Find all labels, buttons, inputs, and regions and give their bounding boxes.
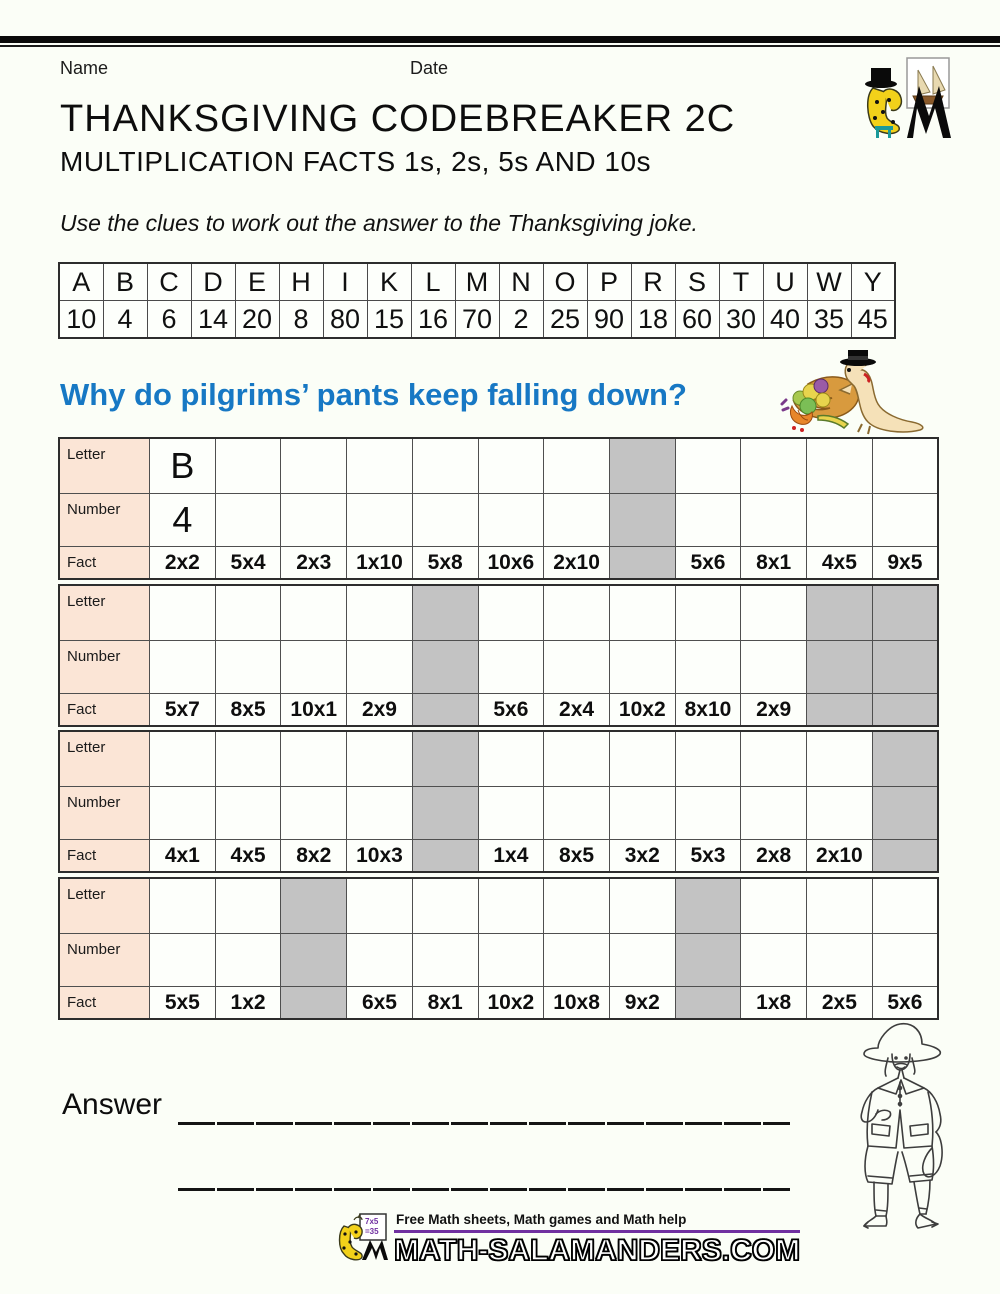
- letter-code-table: [58, 262, 896, 339]
- letter-cell: [281, 438, 347, 494]
- row-header-fact: Fact: [59, 840, 150, 873]
- fact-cell: 5x6: [478, 694, 544, 727]
- letter-cell: [281, 585, 347, 641]
- code-letter-cell: K: [367, 263, 411, 301]
- code-letter-cell: A: [59, 263, 103, 301]
- letter-cell-row: [59, 585, 938, 641]
- letter-cell: [347, 731, 413, 787]
- letter-cell: [478, 438, 544, 494]
- fact-cell: 10x2: [609, 694, 675, 727]
- letter-cell: [544, 878, 610, 934]
- row-header-letter: Letter: [59, 585, 150, 641]
- number-cell: [347, 494, 413, 547]
- fact-cell: 10x8: [544, 987, 610, 1020]
- pilgrim-line-art: [848, 1014, 973, 1237]
- fact-cell-row: [59, 547, 938, 580]
- fact-cell: 8x1: [412, 987, 478, 1020]
- number-cell: [675, 641, 741, 694]
- fact-cell: 9x5: [872, 547, 938, 580]
- letter-cell: [544, 585, 610, 641]
- number-cell-row: [59, 494, 938, 547]
- code-letter-cell: C: [147, 263, 191, 301]
- letter-cell-row: [59, 878, 938, 934]
- blocked-cell: [675, 987, 741, 1020]
- code-letter-cell: E: [235, 263, 279, 301]
- letter-cell-row: [59, 438, 938, 494]
- blocked-cell: [609, 547, 675, 580]
- code-value-cell: 8: [279, 301, 323, 339]
- code-letter-cell: L: [411, 263, 455, 301]
- letter-cell: [478, 585, 544, 641]
- number-cell: [807, 934, 873, 987]
- number-cell: [872, 494, 938, 547]
- fact-cell: 5x7: [150, 694, 216, 727]
- letter-cell: [609, 731, 675, 787]
- fact-cell: 4x1: [150, 840, 216, 873]
- row-header-fact: Fact: [59, 987, 150, 1020]
- fact-cell: 5x6: [675, 547, 741, 580]
- fact-cell: 1x10: [347, 547, 413, 580]
- fact-cell: 5x3: [675, 840, 741, 873]
- number-cell: 4: [150, 494, 216, 547]
- footer-wordmark: MATH-SALAMANDERS.COM: [394, 1234, 801, 1267]
- code-value-cell: 4: [103, 301, 147, 339]
- letter-cell: [347, 585, 413, 641]
- number-cell: [741, 494, 807, 547]
- letter-cell: [347, 878, 413, 934]
- number-cell: [215, 494, 281, 547]
- number-cell: [281, 641, 347, 694]
- number-cell: [609, 787, 675, 840]
- row-header-letter: Letter: [59, 731, 150, 787]
- clue-grid-4: [58, 877, 939, 1020]
- code-letters-row: [59, 263, 895, 301]
- row-header-number: Number: [59, 641, 150, 694]
- joke-question: Why do pilgrims’ pants keep falling down?: [60, 377, 687, 412]
- code-value-cell: 70: [455, 301, 499, 339]
- letter-cell: [741, 438, 807, 494]
- fact-cell: 10x2: [478, 987, 544, 1020]
- number-cell: [215, 641, 281, 694]
- blocked-cell: [872, 840, 938, 873]
- letter-cell: [741, 585, 807, 641]
- number-cell: [544, 787, 610, 840]
- letter-cell: [215, 438, 281, 494]
- code-value-cell: 14: [191, 301, 235, 339]
- letter-cell: [478, 731, 544, 787]
- answer-blank-line-1: [178, 1122, 790, 1125]
- fact-cell: 6x5: [347, 987, 413, 1020]
- letter-cell: [150, 585, 216, 641]
- row-header-letter: Letter: [59, 438, 150, 494]
- number-cell: [741, 641, 807, 694]
- blocked-cell: [807, 641, 873, 694]
- code-value-cell: 10: [59, 301, 103, 339]
- site-logo-icon: [855, 52, 955, 149]
- code-value-cell: 40: [763, 301, 807, 339]
- fact-cell: 10x3: [347, 840, 413, 873]
- letter-cell: [150, 878, 216, 934]
- code-letter-cell: D: [191, 263, 235, 301]
- clue-grid-2: [58, 584, 939, 727]
- code-value-cell: 25: [543, 301, 587, 339]
- number-cell: [215, 934, 281, 987]
- number-cell: [741, 934, 807, 987]
- letter-cell: [412, 878, 478, 934]
- number-cell: [807, 494, 873, 547]
- row-header-number: Number: [59, 494, 150, 547]
- blocked-cell: [609, 438, 675, 494]
- footer-brand: [332, 1210, 800, 1268]
- code-letter-cell: U: [763, 263, 807, 301]
- fact-cell: 2x10: [544, 547, 610, 580]
- number-cell-row: [59, 641, 938, 694]
- code-value-cell: 35: [807, 301, 851, 339]
- number-cell: [741, 787, 807, 840]
- number-cell: [609, 641, 675, 694]
- date-label: Date: [410, 58, 449, 78]
- letter-cell: [478, 878, 544, 934]
- code-value-cell: 90: [587, 301, 631, 339]
- number-cell: [150, 641, 216, 694]
- blocked-cell: [807, 585, 873, 641]
- number-cell: [347, 934, 413, 987]
- row-header-fact: Fact: [59, 694, 150, 727]
- code-letter-cell: N: [499, 263, 543, 301]
- fact-cell: 2x9: [741, 694, 807, 727]
- blocked-cell: [872, 787, 938, 840]
- fact-cell: 8x1: [741, 547, 807, 580]
- letter-cell: [412, 438, 478, 494]
- letter-cell: B: [150, 438, 216, 494]
- fact-cell: 5x8: [412, 547, 478, 580]
- row-header-letter: Letter: [59, 878, 150, 934]
- number-cell: [544, 934, 610, 987]
- fact-cell: 3x2: [609, 840, 675, 873]
- number-cell: [281, 787, 347, 840]
- letter-cell: [741, 878, 807, 934]
- clue-grid-3: [58, 730, 939, 873]
- letter-cell: [609, 585, 675, 641]
- number-cell-row: [59, 787, 938, 840]
- blocked-cell: [872, 731, 938, 787]
- number-cell: [347, 641, 413, 694]
- letter-cell: [675, 731, 741, 787]
- code-value-cell: 18: [631, 301, 675, 339]
- letter-cell: [675, 438, 741, 494]
- fact-cell: 2x5: [807, 987, 873, 1020]
- row-header-fact: Fact: [59, 547, 150, 580]
- code-value-cell: 45: [851, 301, 895, 339]
- fact-cell: 5x4: [215, 547, 281, 580]
- top-divider: [0, 36, 1000, 47]
- answer-label: Answer: [62, 1088, 163, 1121]
- page-subtitle: MULTIPLICATION FACTS 1s, 2s, 5s AND 10s: [60, 146, 652, 177]
- number-cell-row: [59, 934, 938, 987]
- letter-cell: [281, 731, 347, 787]
- letter-cell: [675, 585, 741, 641]
- fact-cell: 5x5: [150, 987, 216, 1020]
- fact-cell: 2x8: [741, 840, 807, 873]
- salamander-whiteboard-logo: [332, 1210, 390, 1266]
- instruction-text: Use the clues to work out the answer to the Thanksgiving joke.: [60, 210, 698, 236]
- code-letter-cell: T: [719, 263, 763, 301]
- letter-cell: [215, 731, 281, 787]
- code-value-cell: 30: [719, 301, 763, 339]
- code-value-cell: 6: [147, 301, 191, 339]
- blocked-cell: [412, 731, 478, 787]
- fact-cell: 1x4: [478, 840, 544, 873]
- fact-cell: 8x5: [544, 840, 610, 873]
- fact-cell: 9x2: [609, 987, 675, 1020]
- blocked-cell: [872, 585, 938, 641]
- letter-cell: [215, 878, 281, 934]
- svg-text:=35: =35: [365, 1227, 379, 1236]
- code-values-row: [59, 301, 895, 339]
- fact-cell: 10x6: [478, 547, 544, 580]
- blocked-cell: [872, 694, 938, 727]
- number-cell: [412, 494, 478, 547]
- code-letter-cell: Y: [851, 263, 895, 301]
- number-cell: [478, 787, 544, 840]
- number-cell: [281, 494, 347, 547]
- clue-grid-1: [58, 437, 939, 580]
- blocked-cell: [281, 934, 347, 987]
- letter-cell: [807, 878, 873, 934]
- code-letter-cell: S: [675, 263, 719, 301]
- blocked-cell: [412, 787, 478, 840]
- blocked-cell: [412, 694, 478, 727]
- fact-cell: 1x2: [215, 987, 281, 1020]
- code-letter-cell: O: [543, 263, 587, 301]
- number-cell: [807, 787, 873, 840]
- footer-tagline: Free Math sheets, Math games and Math help: [394, 1210, 800, 1233]
- number-cell: [150, 934, 216, 987]
- blocked-cell: [675, 878, 741, 934]
- row-header-number: Number: [59, 787, 150, 840]
- fact-cell: 2x4: [544, 694, 610, 727]
- code-value-cell: 60: [675, 301, 719, 339]
- code-letter-cell: W: [807, 263, 851, 301]
- letter-cell: [215, 585, 281, 641]
- number-cell: [544, 494, 610, 547]
- turkey-cornucopia-icon: [778, 350, 928, 441]
- letter-cell: [872, 438, 938, 494]
- number-cell: [609, 934, 675, 987]
- page-title: THANKSGIVING CODEBREAKER 2C: [60, 98, 736, 140]
- letter-cell: [807, 438, 873, 494]
- name-label: Name: [60, 58, 109, 78]
- letter-cell: [347, 438, 413, 494]
- code-value-cell: 15: [367, 301, 411, 339]
- fact-cell: 2x3: [281, 547, 347, 580]
- blocked-cell: [412, 585, 478, 641]
- number-cell: [150, 787, 216, 840]
- blocked-cell: [872, 641, 938, 694]
- letter-cell: [741, 731, 807, 787]
- number-cell: [478, 641, 544, 694]
- blocked-cell: [675, 934, 741, 987]
- code-letter-cell: R: [631, 263, 675, 301]
- number-cell: [215, 787, 281, 840]
- code-letter-cell: H: [279, 263, 323, 301]
- number-cell: [675, 787, 741, 840]
- code-letter-cell: M: [455, 263, 499, 301]
- code-value-cell: 80: [323, 301, 367, 339]
- fact-cell: 2x2: [150, 547, 216, 580]
- fact-cell: 5x6: [872, 987, 938, 1020]
- fact-cell: 8x5: [215, 694, 281, 727]
- fact-cell: 8x2: [281, 840, 347, 873]
- number-cell: [675, 494, 741, 547]
- letter-cell: [150, 731, 216, 787]
- fact-cell: 2x9: [347, 694, 413, 727]
- code-value-cell: 16: [411, 301, 455, 339]
- blocked-cell: [281, 878, 347, 934]
- fact-cell: 4x5: [215, 840, 281, 873]
- number-cell: [872, 934, 938, 987]
- code-value-cell: 2: [499, 301, 543, 339]
- fact-cell-row: [59, 840, 938, 873]
- letter-cell-row: [59, 731, 938, 787]
- svg-text:7x5: 7x5: [365, 1217, 379, 1226]
- blocked-cell: [412, 840, 478, 873]
- fact-cell: 4x5: [807, 547, 873, 580]
- fact-cell: 2x10: [807, 840, 873, 873]
- blocked-cell: [281, 987, 347, 1020]
- number-cell: [478, 934, 544, 987]
- code-letter-cell: B: [103, 263, 147, 301]
- letter-cell: [807, 731, 873, 787]
- number-cell: [347, 787, 413, 840]
- blocked-cell: [412, 641, 478, 694]
- fact-cell: 8x10: [675, 694, 741, 727]
- number-cell: [412, 934, 478, 987]
- letter-cell: [544, 731, 610, 787]
- code-value-cell: 20: [235, 301, 279, 339]
- fact-cell-row: [59, 694, 938, 727]
- blocked-cell: [609, 494, 675, 547]
- code-letter-cell: P: [587, 263, 631, 301]
- row-header-number: Number: [59, 934, 150, 987]
- letter-cell: [544, 438, 610, 494]
- fact-cell-row: [59, 987, 938, 1020]
- letter-cell: [872, 878, 938, 934]
- answer-blank-line-2: [178, 1188, 790, 1191]
- letter-cell: [609, 878, 675, 934]
- number-cell: [544, 641, 610, 694]
- code-letter-cell: I: [323, 263, 367, 301]
- blocked-cell: [807, 694, 873, 727]
- fact-cell: 1x8: [741, 987, 807, 1020]
- fact-cell: 10x1: [281, 694, 347, 727]
- number-cell: [478, 494, 544, 547]
